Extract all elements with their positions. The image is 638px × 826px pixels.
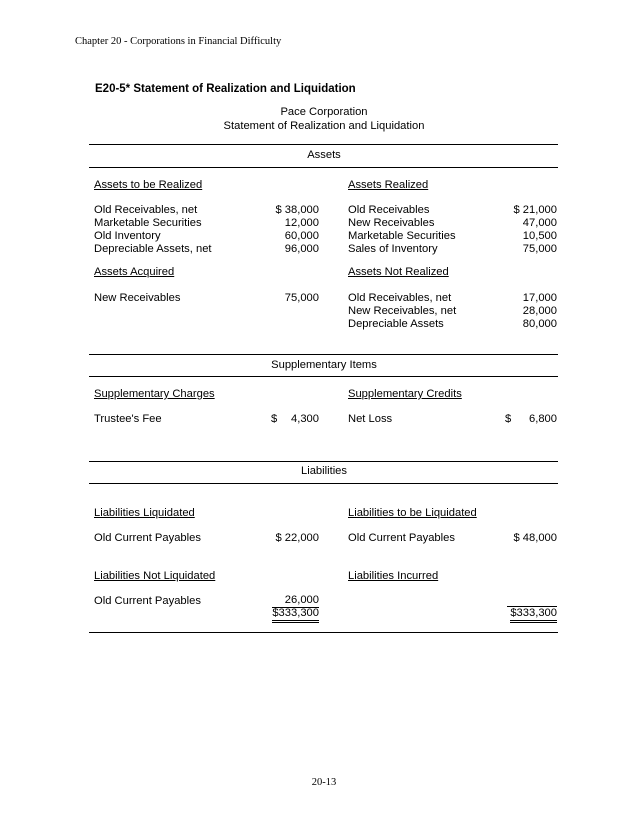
- ar-amount-1: 47,000: [522, 217, 557, 229]
- ar-amount-0: $ 21,000: [513, 204, 557, 216]
- atbr-label-3: Depreciable Assets, net: [94, 243, 212, 255]
- sc-amount-0: 4,300: [291, 413, 319, 425]
- ar-label-1: New Receivables: [348, 217, 435, 229]
- scr-currency-0: $: [505, 413, 512, 425]
- ltbl-label-0: Old Current Payables: [348, 532, 455, 544]
- anr-label-0: Old Receivables, net: [348, 292, 452, 304]
- supp-bottom-rule: [89, 376, 558, 377]
- liabilities-section-title: Liabilities: [300, 465, 348, 477]
- assets-realized-heading: Assets Realized: [348, 179, 429, 191]
- ll-amount-0: $ 22,000: [275, 532, 319, 544]
- total-left: $333,300: [272, 607, 319, 623]
- company-name: Pace Corporation: [280, 106, 368, 118]
- sc-label-0: Trustee's Fee: [94, 413, 162, 425]
- ar-label-3: Sales of Inventory: [348, 243, 438, 255]
- liabilities-not-liquidated-heading: Liabilities Not Liquidated: [94, 570, 216, 582]
- scr-amount-0: 6,800: [529, 413, 557, 425]
- final-rule: [89, 632, 558, 633]
- assets-acquired-heading: Assets Acquired: [94, 266, 175, 278]
- liab-top-rule: [89, 461, 558, 462]
- anr-amount-0: 17,000: [522, 292, 557, 304]
- supp-top-rule: [89, 354, 558, 355]
- assets-section-title: Assets: [307, 149, 341, 161]
- supplementary-section-title: Supplementary Items: [271, 359, 377, 371]
- ar-label-2: Marketable Securities: [348, 230, 456, 242]
- anr-amount-1: 28,000: [522, 305, 557, 317]
- liabilities-liquidated-heading: Liabilities Liquidated: [94, 507, 195, 519]
- ar-amount-2: 10,500: [522, 230, 557, 242]
- liab-bottom-rule: [89, 483, 558, 484]
- ar-amount-3: 75,000: [522, 243, 557, 255]
- total-right: $333,300: [510, 607, 557, 623]
- assets-to-be-realized-heading: Assets to be Realized: [94, 179, 203, 191]
- atbr-label-2: Old Inventory: [94, 230, 161, 242]
- supplementary-charges-heading: Supplementary Charges: [94, 388, 215, 400]
- scr-label-0: Net Loss: [348, 413, 393, 425]
- atbr-label-0: Old Receivables, net: [94, 204, 198, 216]
- assets-not-realized-heading: Assets Not Realized: [348, 266, 449, 278]
- lnl-label-0: Old Current Payables: [94, 595, 201, 607]
- ar-label-0: Old Receivables: [348, 204, 430, 216]
- anr-amount-2: 80,000: [522, 318, 557, 330]
- lnl-amount-0: 26,000: [272, 594, 319, 608]
- atbr-amount-0: $ 38,000: [275, 204, 319, 216]
- statement-name: Statement of Realization and Liquidation: [223, 120, 425, 132]
- anr-label-1: New Receivables, net: [348, 305, 457, 317]
- atbr-amount-1: 12,000: [284, 217, 319, 229]
- ltbl-amount-0: $ 48,000: [513, 532, 557, 544]
- atbr-amount-2: 60,000: [284, 230, 319, 242]
- exercise-title: E20-5* Statement of Realization and Liquidation: [95, 83, 356, 95]
- liabilities-incurred-heading: Liabilities Incurred: [348, 570, 439, 582]
- chapter-header: Chapter 20 - Corporations in Financial Difficulty: [75, 36, 282, 47]
- aa-label-0: New Receivables: [94, 292, 181, 304]
- assets-top-rule: [89, 144, 558, 145]
- anr-label-2: Depreciable Assets: [348, 318, 444, 330]
- atbr-amount-3: 96,000: [284, 243, 319, 255]
- ll-label-0: Old Current Payables: [94, 532, 201, 544]
- assets-bottom-rule: [89, 167, 558, 168]
- aa-amount-0: 75,000: [284, 292, 319, 304]
- liabilities-to-be-liquidated-heading: Liabilities to be Liquidated: [348, 507, 477, 519]
- atbr-label-1: Marketable Securities: [94, 217, 202, 229]
- sc-currency-0: $: [271, 413, 278, 425]
- supplementary-credits-heading: Supplementary Credits: [348, 388, 462, 400]
- page-number: 20-13: [311, 777, 337, 788]
